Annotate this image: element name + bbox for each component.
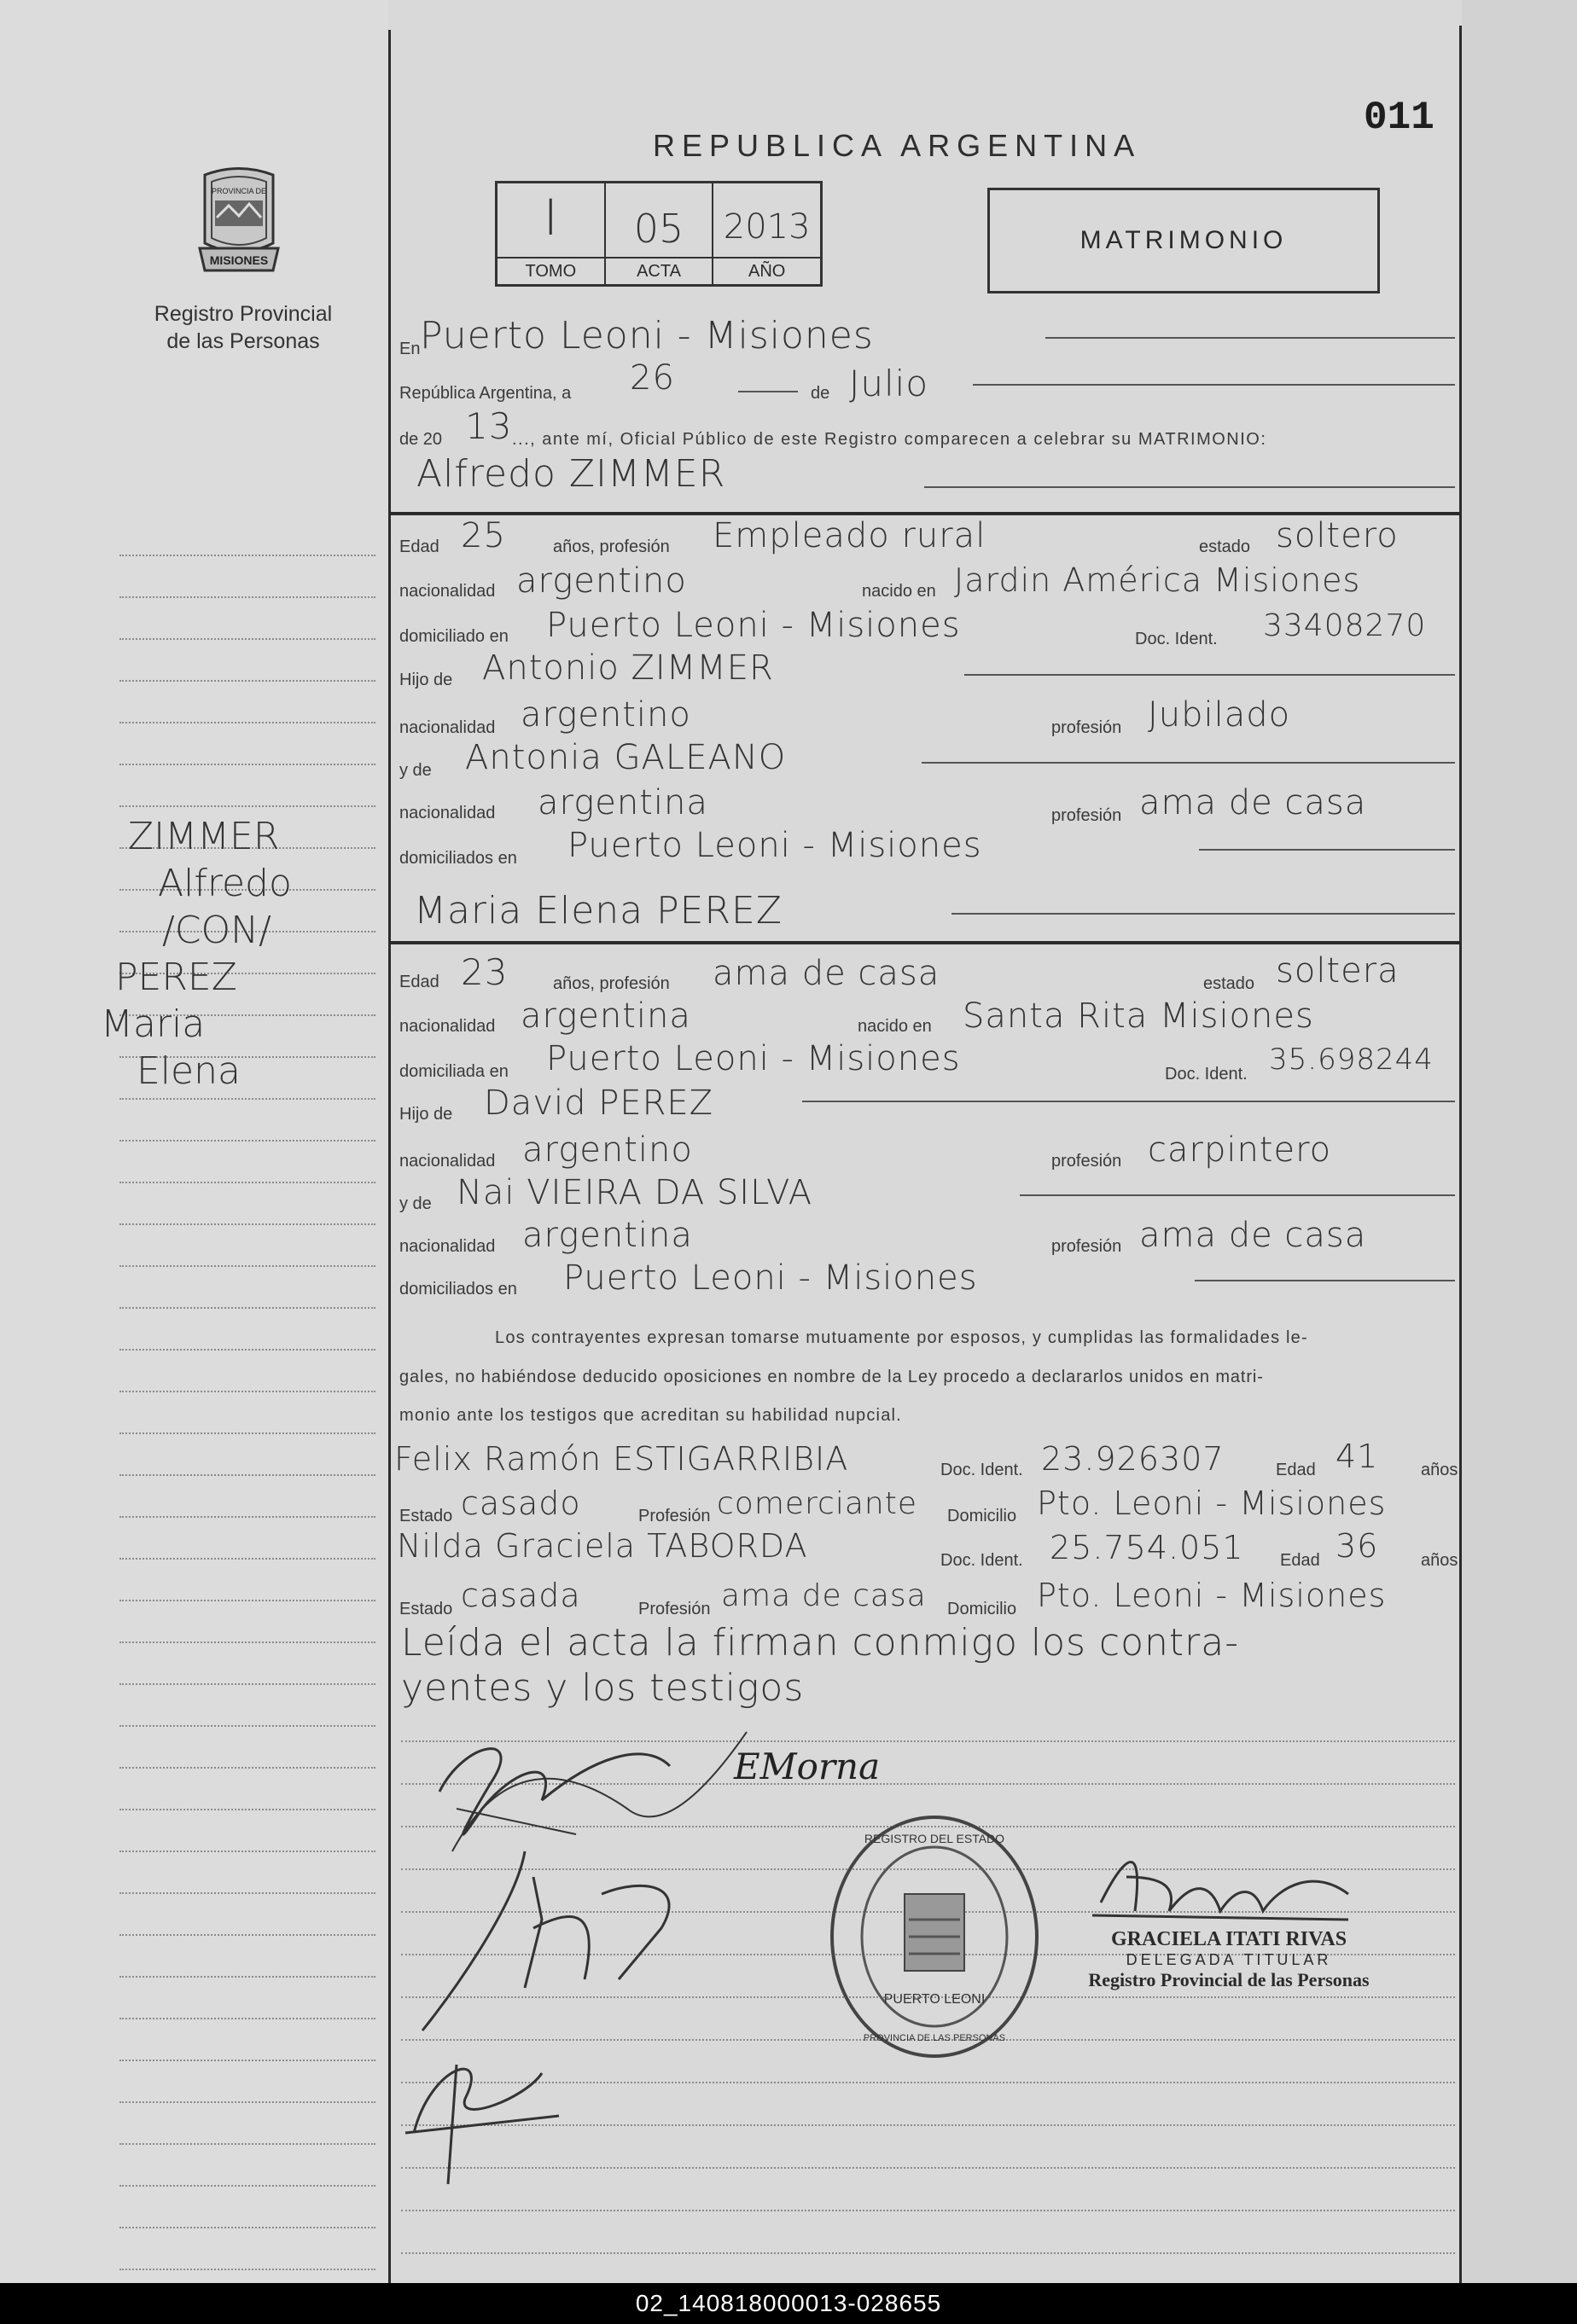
left-dotted-rule xyxy=(119,1307,375,1309)
groom-yde-label: y de xyxy=(399,761,432,780)
acta-cell xyxy=(606,183,714,284)
witness2-name: Nilda Graciela TABORDA xyxy=(397,1527,808,1565)
groom-padres-dom-value: Puerto Leoni - Misiones xyxy=(567,826,982,865)
witness1-prof-value: comerciante xyxy=(717,1486,917,1521)
left-dotted-rule xyxy=(119,1140,375,1142)
bride-padre-nac-label: nacionalidad xyxy=(399,1152,496,1171)
groom-name: Alfredo ZIMMER xyxy=(416,452,726,496)
place-rule xyxy=(1045,337,1455,339)
left-dotted-rule xyxy=(119,1600,375,1601)
bride-madre-prof-value: ama de casa xyxy=(1139,1216,1367,1255)
seal-top-text: REGISTRO DEL ESTADO xyxy=(864,1832,1005,1845)
bride-nacido-label: nacido en xyxy=(858,1017,932,1036)
anio-value: 2013 xyxy=(723,207,811,247)
witness1-doc-value: 23.926307 xyxy=(1041,1440,1225,1478)
groom-doms-label: domiciliados en xyxy=(399,849,517,868)
witness2-dom-label: Domicilio xyxy=(947,1600,1017,1618)
left-dotted-rule xyxy=(119,638,375,640)
groom-madre-prof-label: profesión xyxy=(1051,806,1122,825)
document-type-box: MATRIMONIO xyxy=(987,188,1380,293)
right-rule xyxy=(1459,26,1462,2283)
margin-note-line-2: Alfredo xyxy=(158,862,292,905)
left-dotted-rule xyxy=(119,2269,375,2270)
witness2-dom-value: Pto. Leoni - Misiones xyxy=(1037,1577,1387,1614)
year-value: 13 xyxy=(465,405,513,447)
bride-madre-rule xyxy=(1020,1194,1455,1196)
groom-anios-label: años, profesión xyxy=(553,537,670,556)
left-dotted-rule xyxy=(119,2018,375,2019)
bride-dom-label: domiciliada en xyxy=(399,1062,509,1081)
witness1-edad-value: 41 xyxy=(1336,1438,1379,1475)
seal-bottom-text: PROVINCIA DE LAS PERSONAS xyxy=(863,2033,1006,2043)
bride-doms-label: domiciliados en xyxy=(399,1280,517,1299)
groom-section-rule xyxy=(391,512,1459,515)
emblem-bottom-text: MISIONES xyxy=(209,253,269,267)
bride-doc-label: Doc. Ident. xyxy=(1165,1065,1248,1084)
groom-doc-label: Doc. Ident. xyxy=(1135,630,1218,648)
left-dotted-rule xyxy=(119,1809,375,1810)
groom-profesion-value: Empleado rural xyxy=(713,516,986,555)
groom-madre-prof-value: ama de casa xyxy=(1139,783,1367,822)
bride-yde-label: y de xyxy=(399,1194,432,1213)
groom-nac-value: argentino xyxy=(516,561,687,601)
right-margin xyxy=(1462,0,1577,2283)
left-dotted-rule xyxy=(119,1934,375,1936)
witness-signature-text: EMorna xyxy=(734,1746,881,1787)
page-title: REPUBLICA ARGENTINA xyxy=(653,128,1142,163)
left-dotted-rule xyxy=(119,2227,375,2228)
groom-madre-rule xyxy=(922,762,1455,764)
witness1-dom-label: Domicilio xyxy=(947,1507,1017,1525)
tomo-label: TOMO xyxy=(498,257,604,284)
bride-dom-value: Puerto Leoni - Misiones xyxy=(546,1039,961,1078)
bride-nacido-value: Santa Rita Misiones xyxy=(963,996,1314,1036)
closing-dotted-rule xyxy=(401,2252,1455,2254)
witness2-estado-value: casada xyxy=(461,1577,581,1614)
witness1-estado-label: Estado xyxy=(399,1507,453,1525)
left-dotted-rule xyxy=(119,722,375,723)
acta-label: ACTA xyxy=(606,257,713,284)
margin-note-line-4: PEREZ xyxy=(115,956,237,999)
month-rule xyxy=(973,384,1455,386)
bride-edad-label: Edad xyxy=(399,973,439,991)
groom-madre-nac-value: argentina xyxy=(538,783,708,822)
en-label: En xyxy=(399,340,421,358)
left-dotted-rule xyxy=(119,1725,375,1727)
groom-name-rule xyxy=(924,486,1455,488)
witness1-estado-value: casado xyxy=(461,1484,581,1522)
anio-label: AÑO xyxy=(713,257,820,284)
bride-madre-nac-value: argentina xyxy=(522,1216,693,1255)
witness2-edad-label: Edad xyxy=(1280,1551,1320,1570)
left-dotted-rule xyxy=(119,1767,375,1769)
left-dotted-rule xyxy=(119,1223,375,1225)
left-dotted-rule xyxy=(119,1976,375,1978)
bride-name-rule xyxy=(951,913,1455,915)
bride-estado-value: soltera xyxy=(1276,951,1400,991)
page-number: 011 xyxy=(1364,96,1434,140)
margin-note-line-6: Elena xyxy=(137,1049,241,1093)
bride-madre-value: Nai VIEIRA DA SILVA xyxy=(457,1173,813,1212)
left-dotted-rule xyxy=(119,764,375,765)
registry-line-1: Registro Provincial xyxy=(154,302,333,326)
left-dotted-rule xyxy=(119,1098,375,1100)
official-role: DELEGADA TITULAR xyxy=(1126,1951,1332,1968)
groom-madre-value: Antonia GALEANO xyxy=(465,738,787,777)
declaration-line-3: monio ante los testigos que acreditan su habilidad nupcial. xyxy=(399,1406,902,1425)
tomo-cell xyxy=(498,183,606,284)
left-dotted-rule xyxy=(119,1683,375,1685)
left-dotted-rule xyxy=(119,1850,375,1852)
groom-nacido-label: nacido en xyxy=(862,582,936,601)
republic-label: República Argentina, a xyxy=(399,384,572,403)
groom-estado-value: soltero xyxy=(1276,516,1399,555)
groom-madre-nac-label: nacionalidad xyxy=(399,804,496,822)
day-rule xyxy=(738,391,798,392)
groom-padre-prof-value: Jubilado xyxy=(1148,695,1291,735)
official-block xyxy=(1058,1928,1400,1991)
left-dotted-rule xyxy=(119,1641,375,1643)
bride-nac-label: nacionalidad xyxy=(399,1017,496,1036)
witness2-estado-label: Estado xyxy=(399,1600,453,1618)
left-dotted-rule xyxy=(119,2060,375,2061)
margin-note-line-5: Maria xyxy=(101,1002,206,1046)
groom-edad-label: Edad xyxy=(399,537,439,556)
witness1-anios-label: años xyxy=(1421,1461,1458,1479)
bride-padre-prof-value: carpintero xyxy=(1148,1130,1332,1170)
left-dotted-rule xyxy=(119,1391,375,1392)
bride-estado-label: estado xyxy=(1203,974,1255,993)
month-value: Julio xyxy=(849,363,929,404)
bride-padre-nac-value: argentino xyxy=(522,1130,693,1170)
bride-doc-value: 35.698244 xyxy=(1269,1043,1434,1077)
left-dotted-rule xyxy=(119,596,375,598)
margin-note-line-1: ZIMMER xyxy=(128,815,280,858)
bride-name: Maria Elena PEREZ xyxy=(414,889,783,933)
groom-padre-prof-label: profesión xyxy=(1051,718,1122,737)
bride-padres-dom-rule xyxy=(1195,1280,1455,1281)
bride-hijo-label: Hijo de xyxy=(399,1105,453,1124)
ante-text: ..., ante mí, Oficial Público de este Registro comparecen a celebrar su MATRIMONIO: xyxy=(512,430,1267,449)
witness2-doc-value: 25.754.051 xyxy=(1050,1529,1244,1566)
left-dotted-rule xyxy=(119,2101,375,2103)
declaration-line-1: Los contrayentes expresan tomarse mutuamente por esposos, y cumplidas las formalidades le- xyxy=(495,1328,1308,1347)
left-dotted-rule xyxy=(119,1432,375,1434)
acta-value: 05 xyxy=(633,206,684,252)
bride-nac-value: argentina xyxy=(521,996,691,1036)
bride-padre-prof-label: profesión xyxy=(1051,1152,1122,1171)
official-name: GRACIELA ITATI RIVAS xyxy=(1110,1928,1347,1950)
groom-dom-label: domiciliado en xyxy=(399,627,509,646)
bride-madre-prof-label: profesión xyxy=(1051,1237,1122,1256)
bride-profesion-value: ama de casa xyxy=(713,954,940,993)
groom-nacido-value: Jardin América Misiones xyxy=(954,561,1361,599)
anio-cell xyxy=(713,183,820,284)
left-dotted-rule xyxy=(119,1265,375,1267)
groom-edad-value: 25 xyxy=(461,516,506,555)
bride-padres-dom-value: Puerto Leoni - Misiones xyxy=(563,1258,978,1298)
left-dotted-rule xyxy=(119,680,375,682)
official-seal-icon xyxy=(823,1809,1045,2065)
left-dotted-rule xyxy=(119,2185,375,2187)
declaration-line-2: gales, no habiéndose deducido oposiciones en nombre de la Ley procedo a declararlos unidos en matri- xyxy=(399,1368,1264,1386)
witness2-edad-value: 36 xyxy=(1336,1527,1379,1565)
groom-padre-rule xyxy=(964,674,1455,676)
place-value: Puerto Leoni - Misiones xyxy=(420,314,874,357)
witness1-edad-label: Edad xyxy=(1276,1461,1316,1479)
tomo-value: I xyxy=(543,189,558,247)
footer-id: 02_140818000013-028655 xyxy=(0,2283,1577,2324)
witness1-name: Felix Ramón ESTIGARRIBIA xyxy=(394,1440,849,1478)
groom-nac-label: nacionalidad xyxy=(399,582,496,601)
left-dotted-rule xyxy=(119,805,375,807)
official-office: Registro Provincial de las Personas xyxy=(1088,1969,1370,1990)
emblem-top-text: PROVINCIA DE xyxy=(211,187,267,195)
margin-note-line-3: /CON/ xyxy=(162,909,271,952)
left-dotted-rule xyxy=(119,555,375,556)
record-index-table xyxy=(495,181,823,287)
groom-hijo-label: Hijo de xyxy=(399,671,453,689)
year-prefix-label: de 20 xyxy=(399,430,443,449)
registry-line-2: de las Personas xyxy=(166,329,320,353)
groom-padres-dom-rule xyxy=(1199,849,1455,851)
left-dotted-rule xyxy=(119,1516,375,1518)
left-dotted-rule xyxy=(119,2143,375,2145)
witness1-dom-value: Pto. Leoni - Misiones xyxy=(1037,1484,1387,1522)
left-dotted-rule xyxy=(119,1892,375,1894)
witness2-prof-label: Profesión xyxy=(638,1600,711,1618)
witness2-prof-value: ama de casa xyxy=(721,1578,927,1613)
bride-madre-nac-label: nacionalidad xyxy=(399,1237,496,1256)
groom-doc-value: 33408270 xyxy=(1263,608,1427,643)
groom-dom-value: Puerto Leoni - Misiones xyxy=(546,606,961,645)
groom-estado-label: estado xyxy=(1199,537,1251,556)
witness2-doc-label: Doc. Ident. xyxy=(940,1551,1023,1570)
witness1-prof-label: Profesión xyxy=(638,1507,711,1525)
left-dotted-rule xyxy=(119,1349,375,1351)
groom-padre-nac-label: nacionalidad xyxy=(399,718,496,737)
seal-middle-text: PUERTO LEONI xyxy=(883,1992,986,2007)
bride-padre-rule xyxy=(802,1101,1455,1102)
witness1-doc-label: Doc. Ident. xyxy=(940,1461,1023,1479)
bride-anios-label: años, profesión xyxy=(553,974,670,993)
misiones-emblem-icon xyxy=(188,166,290,286)
groom-padre-nac-value: argentino xyxy=(521,695,691,735)
closing-line-1: Leída el acta la firman conmigo los contra- xyxy=(401,1621,1240,1665)
left-dotted-rule xyxy=(119,1558,375,1560)
bride-padre-value: David PEREZ xyxy=(484,1084,714,1123)
groom-padre-value: Antonio ZIMMER xyxy=(482,648,774,688)
left-dotted-rule xyxy=(119,1182,375,1183)
registry-label xyxy=(132,300,354,355)
day-value: 26 xyxy=(630,358,675,398)
left-dotted-rule xyxy=(119,1474,375,1476)
bride-edad-value: 23 xyxy=(461,951,509,993)
de-label: de xyxy=(811,384,830,403)
bride-section-rule xyxy=(391,941,1459,944)
witness2-anios-label: años xyxy=(1421,1551,1458,1570)
closing-line-2: yentes y los testigos xyxy=(401,1666,805,1710)
